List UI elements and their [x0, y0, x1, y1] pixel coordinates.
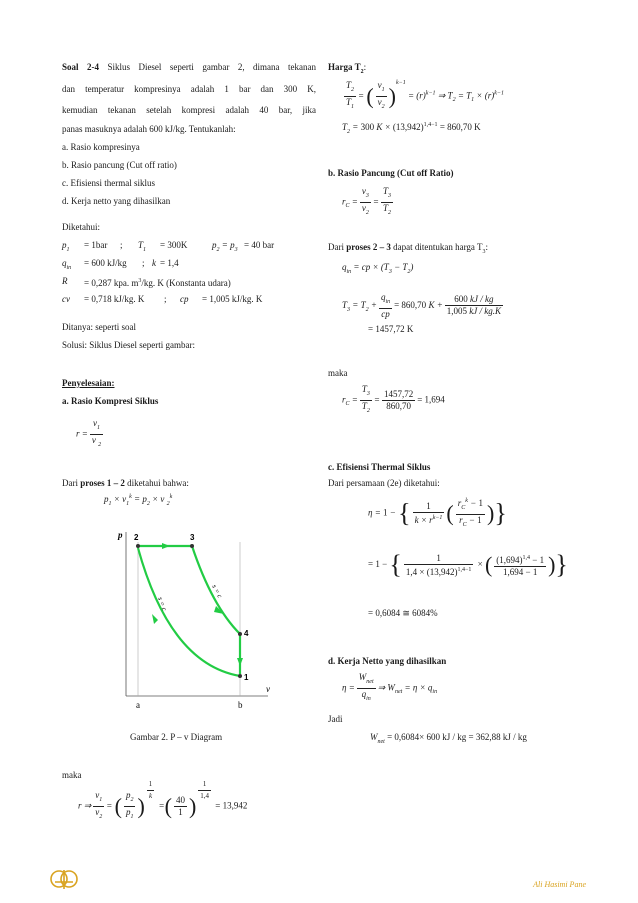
harga-T2-heading: Harga $T_2$:: [328, 62, 367, 75]
equation-eta-substituted: = 1 − { $\frac{1}{1,4 \times (13,942)^{1,4-1}}$ × ( $\frac{(1,694)^{1,4} - 1}{1,694 - 1}$ )}: [368, 550, 568, 579]
proses-23-text: Dari proses 2 – 3 dapat ditentukan harga $T_3$:: [328, 242, 488, 255]
author-logo: [50, 868, 78, 890]
section-d-heading: d. Kerja Netto yang dihasilkan: [328, 656, 447, 666]
maka-right: maka: [328, 368, 348, 378]
maka-left: maka: [62, 770, 82, 780]
equation-T3-result: = 1457,72 K: [368, 324, 414, 334]
question-a: a. Rasio kompresinya: [62, 142, 140, 152]
equation-eta-definition: η = 1 − { $\frac{1}{k \times r^{k-1}}$ ( $\frac{r_C^k - 1}{r_C - 1}$ )}: [368, 498, 507, 528]
equation-T3: $T_3 = T_2$ + $\frac{q_{in}}{cp}$ = 860,70 K + $\frac{600 kJ / kg}{1,005 kJ / kg.K}$: [342, 292, 502, 319]
process-1-2: [138, 548, 240, 676]
equation-qin: $q_{in}$ = cp × $(T_3 - T_2)$: [342, 262, 414, 275]
v-label: v: [266, 684, 270, 694]
state-4-label: 4: [244, 629, 249, 638]
b-label: b: [238, 700, 243, 710]
solusi: Solusi: Siklus Diesel seperti gambar:: [62, 340, 195, 350]
problem-line-2: dan temperatur kompresinya adalah 1 bar dan 300 K,: [62, 84, 316, 94]
equation-T2-ratio: $\frac{T_2}{T_1}$ = ( $\frac{v_1}{v_2}$ )$^{k-1} = (r)^{k-1}$ ⇒ $T_2 = T_1 \times (r)^{k-1}$: [346, 80, 504, 110]
state-2-label: 2: [134, 533, 139, 542]
equation-r-result: r ⇒ $\frac{v_1}{v_2}$ = ( $\frac{p_2}{p_1}$ ) $^{\frac{1}{k}}$ =( $\frac{40}{1}$ ) $^{\frac{1}{1,4}}$ = 13,942: [78, 780, 248, 820]
section-a-heading: a. Rasio Kompresi Siklus: [62, 396, 159, 406]
figure-caption: Gambar 2. P – v Diagram: [130, 732, 223, 742]
question-c: c. Efisiensi thermal siklus: [62, 178, 155, 188]
problem-line-3: kemudian tekanan setelah kompresi adalah 40 bar, jika: [62, 105, 316, 115]
equation-wnet-definition: η = $\frac{W_{net}}{q_{in}}$ ⇒ $W_{net} = \eta \times q_{in}$: [342, 672, 438, 702]
equation-wnet-result: $W_{net} = 0,6084\times 600$ kJ / kg = 362,88 kJ / kg: [370, 732, 527, 745]
proses-12-text: Dari proses 1 – 2 diketahui bahwa:: [62, 478, 189, 488]
pv-diagram: [108, 528, 276, 712]
author-name: Ali Hasimi Pane: [533, 880, 586, 889]
equation-r-definition: r = $\frac{v_1}{v _2}$: [76, 418, 102, 448]
document-page: Soal 2-4 Siklus Diesel seperti gambar 2, dimana tekanan dan temperatur kompresinya adalah 1 bar dan 300 K, kemudian tekanan setelah kompresi adalah 40 bar, jika panas masuknya adalah 600 kJ/kg. Tentukanlah: a. Rasio kompresinya b. Rasio pancung (Cut off ratio) c. Efisiensi thermal siklus d. Kerja netto yang dihasilkan Diketahui: $p_1$ = 1bar ; $T_1$ = 300K $p_2 = p_3$ = 40 bar $q_{in}$ = 600 kJ/kg ; k = 1,4 R = 0,287 kpa. $m^3/kg$. K (Konstanta udara) cv = 0,718 kJ/kg. K ; cp = 1,005 kJ/kg. K Ditanya: seperti soal Solusi: Siklus Diesel seperti gambar: Penyelesaian: a. Rasio Kompresi Siklus r = $\frac{v_1}{v _2}$ Dari proses 1 – 2 diketahui bahwa: $p_1 \times v_1^k = p_2 \times v$ $_2^k$ Gambar 2. P – v Diagram maka r ⇒ $\frac{v_1}{v_2}$ = ( $\frac{p_2}{p_1}$ ) $^{\frac{1}{k}}$ =( $\frac{40}{1}$ ) $^{\frac{1}{1,4}}$ = 13,942 p v a b 2 3 4 1 s = c s = c Harga $T_2$: $\frac{T_2}{T_1}$ = ( $\frac{v_1}{v_2}$ )$^{k-1} = (r)^{k-1}$ ⇒ $T_2 = T_1 \times (r)^{k-1}$ $T_2 = 300$ $K \times (13,942)^{1,4-1} = 860,70$ K b. Rasio Pancung (Cut off Ratio) $r_C$ = $\frac{v_3}{v_2}$ = $\frac{T_3}{T_2}$ Dari proses 2 – 3 dapat ditentukan harga $T_3$: $q_{in}$ = cp × $(T_3 - T_2)$ $T_3 = T_2$ + $\frac{q_{in}}{cp}$ = 860,70 K + $\frac{600 kJ / kg}{1,005 kJ / kg.K}$ = 1457,72 K maka $r_C$ = $\frac{T_3}{T_2}$ = $\frac{1457,72}{860,70}$ = 1,694 c. Efisiensi Thermal Siklus Dari persamaan (2e) diketahui: η = 1 − { $\frac{1}{k \times r^{k-1}}$ ( $\frac{r_C^k - 1}{r_C - 1}$ )} = 1 − { $\frac{1}{1,4 \times (13,942)^{1,4-1}}$ × ( $\frac{(1,694)^{1,4} - 1}{1,694 - 1}$ )} = 0,6084 ≅ 6084% d. Kerja Netto yang dihasilkan η = $\frac{W_{net}}{q_{in}}$ ⇒ $W_{net} = \eta \times q_{in}$ Jadi $W_{net} = 0,6084\times 600$ kJ / kg = 362,88 kJ / kg Ali Hasimi Pane: [0, 0, 638, 903]
isentropic-label-left: s = c: [156, 595, 169, 612]
arrow-2-3: [162, 543, 170, 549]
equation-eta-result: = 0,6084 ≅ 6084%: [368, 608, 438, 618]
problem-line-4: panas masuknya adalah 600 kJ/kg. Tentukanlah:: [62, 124, 236, 134]
question-b: b. Rasio pancung (Cut off ratio): [62, 160, 177, 170]
equation-rc-result: $r_C$ = $\frac{T_3}{T_2}$ = $\frac{1457,72}{860,70}$ = 1,694: [342, 384, 445, 414]
penyelesaian-heading: Penyelesaian:: [62, 378, 115, 388]
ditanya: Ditanya: seperti soal: [62, 322, 136, 332]
jadi-text: Jadi: [328, 714, 343, 724]
diketahui-label: Diketahui:: [62, 222, 100, 232]
state-1-label: 1: [244, 673, 249, 682]
p-label: p: [118, 530, 123, 540]
a-label: a: [136, 700, 140, 710]
equation-polytropic: $p_1 \times v_1^k = p_2 \times v$ $_2^k$: [104, 494, 173, 507]
question-d: d. Kerja netto yang dihasilkan: [62, 196, 171, 206]
section-b-heading: b. Rasio Pancung (Cut off Ratio): [328, 168, 454, 178]
persamaan-text: Dari persamaan (2e) diketahui:: [328, 478, 440, 488]
equation-T2-result: $T_2 = 300$ $K \times (13,942)^{1,4-1} = 860,70$ K: [342, 122, 481, 135]
section-c-heading: c. Efisiensi Thermal Siklus: [328, 462, 431, 472]
isentropic-label-right: s = c: [210, 583, 224, 600]
arrow-1-2: [152, 614, 158, 624]
problem-line-1: Soal 2-4 Siklus Diesel seperti gambar 2, dimana tekanan: [62, 62, 316, 72]
equation-rc-definition: $r_C$ = $\frac{v_3}{v_2}$ = $\frac{T_3}{T_2}$: [342, 186, 391, 216]
state-3-label: 3: [190, 533, 195, 542]
arrow-4-1: [237, 658, 243, 666]
